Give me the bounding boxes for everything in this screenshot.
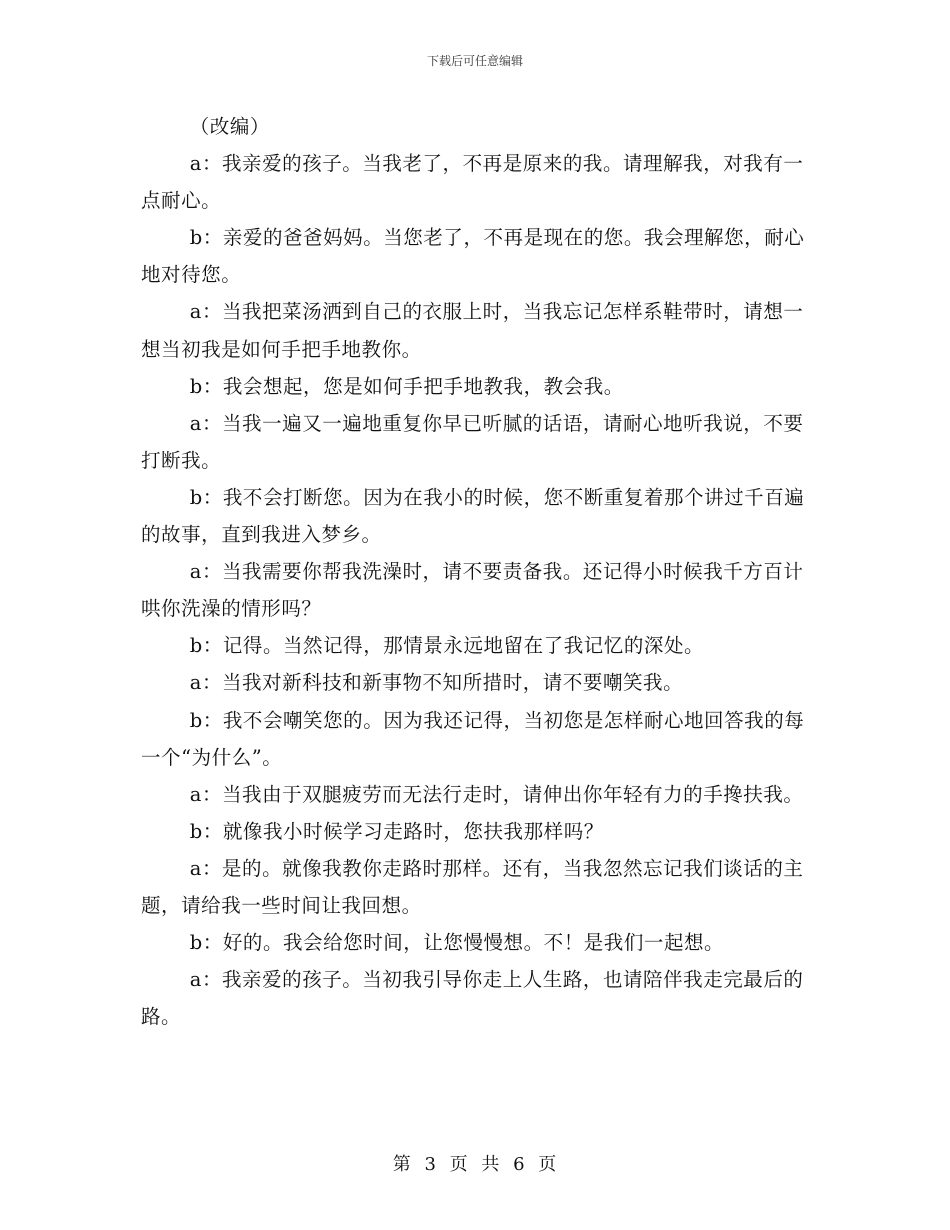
- speaker-separator: ：: [202, 708, 223, 732]
- speaker-label: b: [189, 931, 203, 955]
- dialogue-line: [141, 664, 809, 701]
- speaker-label: a: [189, 560, 202, 584]
- speaker-separator: ：: [202, 374, 223, 398]
- speaker-separator: ：: [202, 226, 223, 250]
- speaker-label: b: [189, 485, 203, 509]
- line-text: 亲爱的爸爸妈妈。当您老了，不再是现在的您。我会理解您，耐心地对待您。: [141, 226, 805, 287]
- line-text: 当我需要你帮我洗澡时，请不要责备我。还记得小时候我千方百计哄你洗澡的情形吗？: [141, 560, 804, 621]
- speaker-separator: ：: [201, 856, 222, 880]
- footer-suffix: 页: [538, 1154, 558, 1175]
- speaker-label: b: [189, 374, 203, 398]
- speaker-separator: ：: [202, 819, 223, 843]
- speaker-label: b: [189, 708, 203, 732]
- document-body: [141, 108, 809, 1035]
- footer-total-pages: 6: [513, 1154, 526, 1175]
- dialogue: [141, 145, 809, 1035]
- dialogue-line: [141, 924, 809, 961]
- line-text: 当我把菜汤洒到自己的衣服上时，当我忘记怎样系鞋带时，请想一想当初我是如何手把手地教你。: [141, 300, 804, 361]
- dialogue-line: [141, 553, 809, 627]
- page-header: 下载后可任意编辑: [426, 54, 523, 68]
- dialogue-line: [141, 776, 809, 813]
- dialogue-line: [141, 368, 809, 405]
- line-text: 当我对新科技和新事物不知所措时，请不要嘲笑我。: [222, 671, 684, 695]
- speaker-label: a: [189, 856, 202, 880]
- speaker-label: a: [189, 300, 202, 324]
- footer-current-page: 3: [424, 1154, 437, 1175]
- speaker-separator: ：: [201, 300, 222, 324]
- intro-note: （改编）: [189, 115, 270, 138]
- dialogue-line: [141, 479, 809, 553]
- speaker-separator: ：: [201, 411, 222, 435]
- dialogue-line: [141, 219, 809, 293]
- speaker-label: a: [189, 968, 202, 992]
- line-text: 就像我小时候学习走路时，您扶我那样吗？: [222, 819, 604, 843]
- speaker-separator: ：: [202, 931, 223, 955]
- dialogue-line: [141, 405, 809, 479]
- line-text: 我亲爱的孩子。当我老了，不再是原来的我。请理解我，对我有一点耐心。: [141, 152, 804, 213]
- line-text: 记得。当然记得，那情景永远地留在了我记忆的深处。: [222, 634, 705, 658]
- dialogue-line: [141, 961, 809, 1035]
- line-text: 当我由于双腿疲劳而无法行走时，请伸出你年轻有力的手搀扶我。: [222, 782, 804, 806]
- footer-page-word: 页: [449, 1154, 469, 1175]
- line-text: 我会想起，您是如何手把手地教我，教会我。: [222, 374, 624, 398]
- dialogue-line: [141, 145, 809, 219]
- line-text: 好的。我会给您时间，让您慢慢想。不！是我们一起想。: [222, 931, 725, 955]
- line-text: 我不会打断您。因为在我小的时候，您不断重复着那个讲过千百遍的故事，直到我进入梦乡。: [141, 485, 805, 547]
- footer-total-word: 共: [481, 1154, 501, 1175]
- speaker-separator: ：: [201, 152, 222, 176]
- footer-prefix: 第: [392, 1154, 412, 1175]
- line-text: 我亲爱的孩子。当初我引导你走上人生路，也请陪伴我走完最后的路。: [141, 968, 804, 1029]
- dialogue-line: [141, 702, 809, 776]
- line-text: 我不会嘲笑您的。因为我还记得，当初您是怎样耐心地回答我的每一个“为什么”。: [141, 708, 805, 769]
- speaker-label: b: [189, 226, 203, 250]
- page-footer: [0, 1153, 950, 1177]
- speaker-separator: ：: [201, 560, 222, 584]
- dialogue-line: [141, 627, 809, 664]
- dialogue-line: [141, 293, 809, 367]
- speaker-label: a: [189, 782, 202, 806]
- line-text: 是的。就像我教你走路时那样。还有，当我忽然忘记我们谈话的主题，请给我一些时间让我回想。: [141, 856, 804, 917]
- speaker-separator: ：: [201, 968, 222, 992]
- dialogue-line: [141, 813, 809, 850]
- speaker-separator: ：: [202, 634, 223, 658]
- speaker-separator: ：: [201, 782, 222, 806]
- speaker-label: b: [189, 634, 203, 658]
- speaker-label: a: [189, 152, 202, 176]
- speaker-separator: ：: [201, 671, 222, 695]
- speaker-label: a: [189, 411, 202, 435]
- speaker-label: a: [189, 671, 202, 695]
- speaker-label: b: [189, 819, 203, 843]
- line-text: 当我一遍又一遍地重复你早已听腻的话语，请耐心地听我说，不要打断我。: [141, 411, 804, 472]
- speaker-separator: ：: [202, 485, 223, 509]
- dialogue-line: [141, 850, 809, 924]
